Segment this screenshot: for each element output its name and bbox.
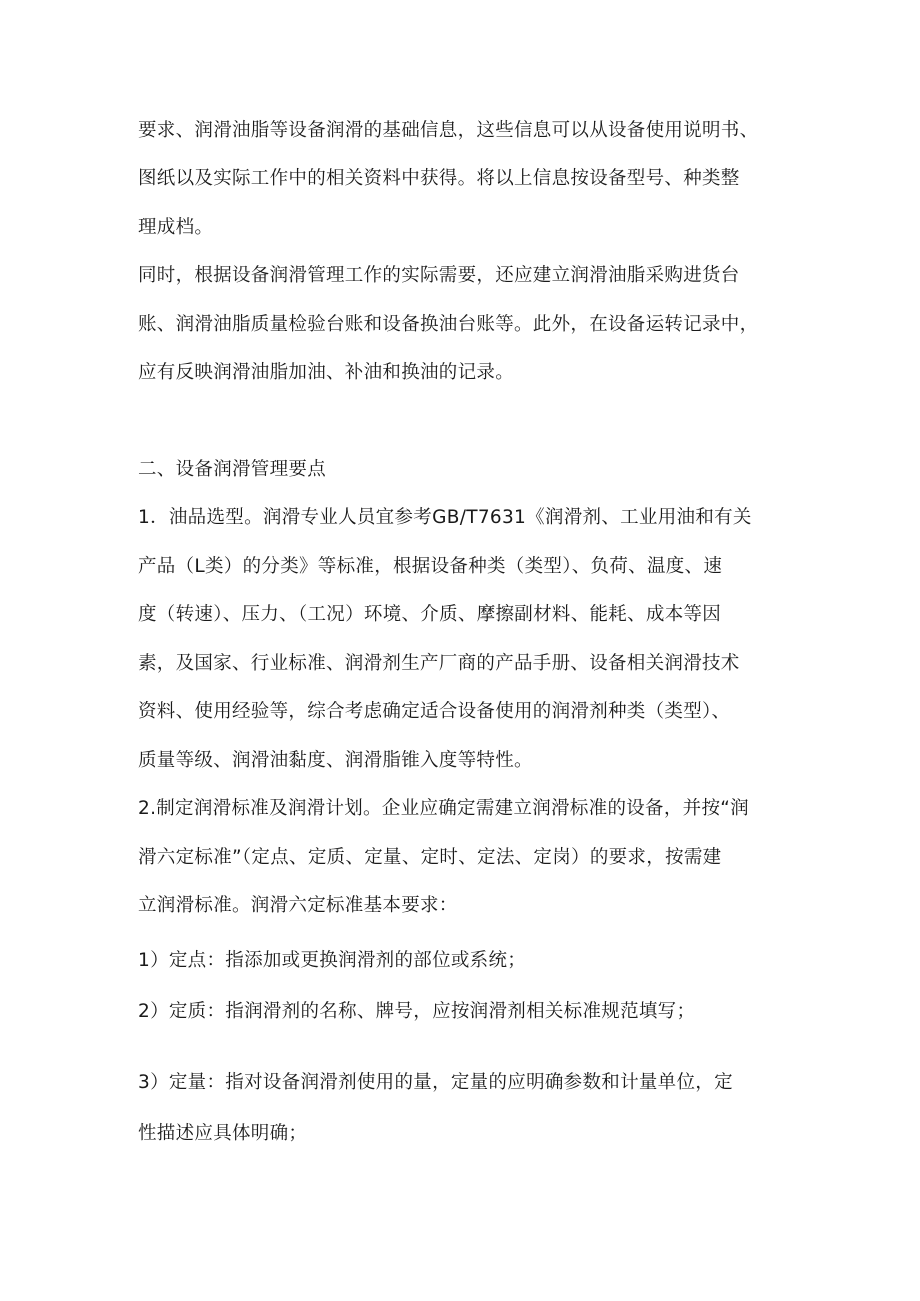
intro-line-2: 图纸以及实际工作中的相关资料中获得。将以上信息按设备型号、种类整 xyxy=(138,168,740,189)
sub-item-3-line-1: 3）定量：指对设备润滑剂使用的量，定量的应明确参数和计量单位，定 xyxy=(138,1072,733,1093)
intro-line-1: 要求、润滑油脂等设备润滑的基础信息，这些信息可以从设备使用说明书、 xyxy=(138,120,759,141)
intro-line-5: 账、润滑油脂质量检验台账和设备换油台账等。此外，在设备运转记录中， xyxy=(138,314,759,335)
intro-line-6: 应有反映润滑油脂加油、补油和换油的记录。 xyxy=(138,362,515,383)
item1-line-3: 度（转速）、压力、（工况）环境、介质、摩擦副材料、能耗、成本等因 xyxy=(138,604,722,625)
item2-line-1: 2.制定润滑标准及润滑计划。企业应确定需建立润滑标准的设备，并按“润 xyxy=(138,798,749,819)
item1-line-5: 资料、使用经验等，综合考虑确定适合设备使用的润滑剂种类（类型）、 xyxy=(138,701,731,722)
sub-item-2: 2）定质：指润滑剂的名称、牌号，应按润滑剂相关标准规范填写； xyxy=(138,1001,696,1022)
sub-item-1: 1）定点：指添加或更换润滑剂的部位或系统； xyxy=(138,950,527,971)
item1-line-2: 产品（L类）的分类》等标准，根据设备种类（类型）、负荷、温度、速 xyxy=(138,556,723,577)
item2-line-3: 立润滑标准。润滑六定标准基本要求： xyxy=(138,895,458,916)
intro-line-3: 理成档。 xyxy=(138,217,214,238)
intro-line-4: 同时，根据设备润滑管理工作的实际需要，还应建立润滑油脂采购进货台 xyxy=(138,265,740,286)
item1-line-1: 1．油品选型。润滑专业人员宜参考GB/T7631《润滑剂、工业用油和有关 xyxy=(138,507,752,528)
section-heading: 二、设备润滑管理要点 xyxy=(138,459,327,480)
item2-line-2: 滑六定标准”（定点、定质、定量、定时、定法、定岗）的要求，按需建 xyxy=(138,847,722,868)
item1-line-4: 素，及国家、行业标准、润滑剂生产厂商的产品手册、设备相关润滑技术 xyxy=(138,653,740,674)
item1-line-6: 质量等级、润滑油黏度、润滑脂锥入度等特性。 xyxy=(138,750,533,771)
sub-item-3-line-2: 性描述应具体明确； xyxy=(138,1123,308,1144)
